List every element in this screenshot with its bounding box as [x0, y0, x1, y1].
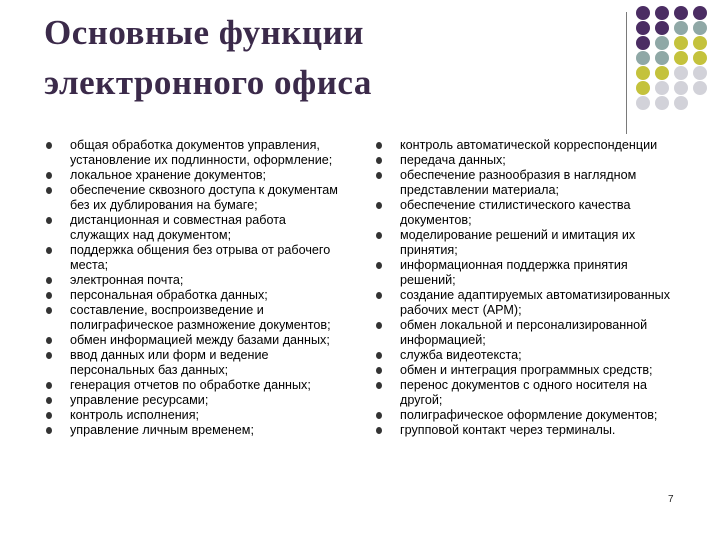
list-item-text: генерация отчетов по обработке данных;	[70, 378, 311, 392]
bullet-icon	[376, 202, 382, 209]
list-item-text: передача данных;	[400, 153, 506, 167]
decor-divider-line	[626, 12, 627, 134]
bullet-icon	[46, 277, 52, 284]
list-item	[44, 168, 344, 183]
bullet-icon	[376, 427, 382, 434]
list-item	[374, 198, 674, 228]
list-item-text: контроль автоматической корреспонденции	[400, 138, 658, 152]
bullet-icon	[376, 352, 382, 359]
list-item	[44, 288, 344, 303]
list-item	[44, 303, 344, 333]
list-item-text: обмен и интеграция программных средств;	[400, 363, 653, 377]
bullet-icon	[376, 382, 382, 389]
list-item	[374, 378, 674, 408]
decor-dot	[636, 6, 650, 20]
list-item	[374, 153, 674, 168]
decor-dot	[655, 6, 669, 20]
bullet-icon	[376, 262, 382, 269]
bullet-icon	[46, 172, 52, 179]
list-item-text: ввод данных или форм и ведение персональных баз данных;	[70, 348, 269, 377]
decor-dot	[655, 96, 669, 110]
list-item-text: составление, воспроизведение и полиграфическое размножение документов;	[70, 303, 331, 332]
decor-dot	[636, 96, 650, 110]
list-item-text: дистанционная и совместная работа служащих над документом;	[70, 213, 286, 242]
bullet-icon	[46, 217, 52, 224]
list-item-text: обеспечение стилистического качества документов;	[400, 198, 631, 227]
bullet-icon	[46, 397, 52, 404]
bullet-icon	[46, 382, 52, 389]
list-item	[374, 318, 674, 348]
bullet-icon	[376, 172, 382, 179]
bullet-icon	[46, 307, 52, 314]
decor-dot	[655, 81, 669, 95]
list-item	[44, 333, 344, 348]
bullet-icon	[376, 412, 382, 419]
bullet-icon	[46, 412, 52, 419]
list-item-text: локальное хранение документов;	[70, 168, 267, 182]
list-item-text: обеспечение сквозного доступа к документам без их дублирования на бумаге;	[70, 183, 338, 212]
decor-dot	[636, 21, 650, 35]
list-item	[374, 408, 674, 423]
list-item-text: создание адаптируемых автоматизированных рабочих мест (АРМ);	[400, 288, 671, 317]
bullet-icon	[376, 157, 382, 164]
title-line-1: Основные функции	[44, 13, 364, 52]
decor-dot	[693, 6, 707, 20]
list-item-text: информационная поддержка принятия решений;	[400, 258, 628, 287]
list-item	[44, 273, 344, 288]
list-item-text: общая обработка документов управления, установление их подлинности, оформление;	[70, 138, 333, 167]
decor-dot	[674, 21, 688, 35]
right-function-list	[374, 138, 674, 438]
decor-dot	[674, 36, 688, 50]
list-item	[44, 243, 344, 273]
decor-dot	[636, 36, 650, 50]
decor-dot	[674, 81, 688, 95]
list-item	[44, 348, 344, 378]
list-item-text: обмен локальной и персонализированной информацией;	[400, 318, 648, 347]
bullet-icon	[46, 352, 52, 359]
left-function-list	[44, 138, 344, 438]
bullet-icon	[46, 427, 52, 434]
list-item	[374, 138, 674, 153]
list-item	[374, 258, 674, 288]
decor-dot	[655, 66, 669, 80]
decor-dot	[655, 21, 669, 35]
bullet-icon	[376, 292, 382, 299]
decor-dot	[693, 36, 707, 50]
bullet-icon	[46, 292, 52, 299]
decor-dot	[655, 36, 669, 50]
list-item-text: поддержка общения без отрыва от рабочего места;	[70, 243, 331, 272]
decor-dot-grid	[636, 6, 716, 116]
list-item-text: перенос документов с одного носителя на другой;	[400, 378, 647, 407]
bullet-icon	[46, 187, 52, 194]
list-item-text: обмен информацией между базами данных;	[70, 333, 330, 347]
bullet-icon	[46, 337, 52, 344]
decor-dot	[693, 66, 707, 80]
list-item	[374, 228, 674, 258]
bullet-icon	[376, 142, 382, 149]
list-item-text: управление ресурсами;	[70, 393, 209, 407]
decor-dot	[693, 51, 707, 65]
decor-dot	[674, 66, 688, 80]
list-item	[44, 183, 344, 213]
list-item	[374, 423, 674, 438]
bullet-icon	[46, 142, 52, 149]
decor-dot	[693, 21, 707, 35]
list-item-text: управление личным временем;	[70, 423, 254, 437]
list-item	[374, 363, 674, 378]
list-item-text: моделирование решений и имитация их принятия;	[400, 228, 636, 257]
decor-dot	[674, 96, 688, 110]
decor-dot	[636, 51, 650, 65]
slide-title	[44, 8, 372, 108]
list-item	[44, 423, 344, 438]
list-item	[374, 348, 674, 363]
list-item	[44, 138, 344, 168]
decor-dot	[693, 81, 707, 95]
list-item	[44, 213, 344, 243]
decor-dot	[636, 81, 650, 95]
decor-dot	[636, 66, 650, 80]
bullet-icon	[46, 247, 52, 254]
list-item	[374, 288, 674, 318]
title-line-2: электронного офиса	[44, 63, 372, 102]
list-item-text: контроль исполнения;	[70, 408, 200, 422]
bullet-icon	[376, 232, 382, 239]
list-item	[44, 378, 344, 393]
list-item	[44, 393, 344, 408]
list-item-text: полиграфическое оформление документов;	[400, 408, 658, 422]
list-item-text: электронная почта;	[70, 273, 184, 287]
decor-dot	[674, 6, 688, 20]
list-item-text: персональная обработка данных;	[70, 288, 268, 302]
decor-dot	[655, 51, 669, 65]
bullet-icon	[376, 367, 382, 374]
list-item-text: служба видеотекста;	[400, 348, 522, 362]
list-item	[374, 168, 674, 198]
page-number: 7	[668, 494, 674, 505]
list-item-text: обеспечение разнообразия в наглядном представлении материала;	[400, 168, 637, 197]
decor-dot	[674, 51, 688, 65]
bullet-icon	[376, 322, 382, 329]
list-item-text: групповой контакт через терминалы.	[400, 423, 616, 437]
list-item	[44, 408, 344, 423]
